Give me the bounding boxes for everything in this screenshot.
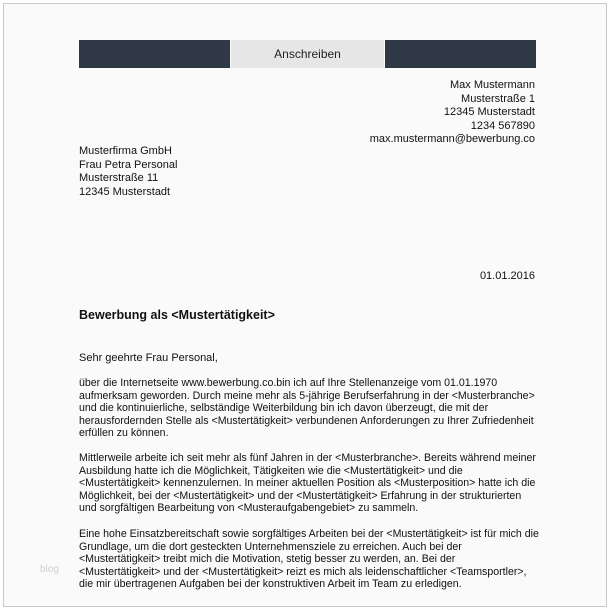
header-bar-left xyxy=(79,40,230,68)
recipient-company: Musterfirma GmbH xyxy=(79,145,172,157)
paragraph-2: Mittlerweile arbeite ich seit mehr als fünf Jahren in der <Musterbranche>. Bereits während meiner Ausbildung hatte ich die Möglichkeit, Tätigkeiten wie die <Mustertätigkeit> und die <Mustertätigkeit> kennenzulernen. In meiner aktuellen Position als <Musterposition> hatte ich die Möglichkeit, bei der <Mustertätigkeit> und der <Mustertätigkeit> Erfahrung in der strukturierten und sorgfältigen Bearbeitung von <Musteraufgabengebiet> zu sammeln. xyxy=(79,452,536,515)
recipient-city: 12345 Musterstadt xyxy=(79,185,171,198)
paragraph-3: Eine hohe Einsatzbereitschaft sowie sorgfältiges Arbeiten bei der <Mustertätigkeit> ist für mich die Grundlage, um die dort gesteckten Unternehmensziele zu erreichen. Auch bei der <Mustertätigkeit> treibt mich die Motivation, stetig besser zu werden, an. Bei der <Mustertätigkeit> und der <Mustertätigkeit> reizt es mich als leidenschaftlicher <Teamsportler>, die mir übertragenen Aufgaben bei der konstruktiven Arbeit im Team zu erledigen. xyxy=(79,528,539,591)
recipient-person: Frau Petra Personal xyxy=(79,158,178,171)
header-bar-right xyxy=(385,40,536,68)
letter-date: 01.01.2016 xyxy=(479,270,535,282)
header-tab-anschreiben: Anschreiben xyxy=(231,40,384,68)
sender-address xyxy=(370,79,535,147)
sender-phone: 1234 567890 xyxy=(470,119,535,132)
sender-email: max.mustermann@bewerbung.co xyxy=(369,133,535,145)
letter-subject: Bewerbung als <Mustertätigkeit> xyxy=(79,308,275,322)
sender-city: 12345 Musterstadt xyxy=(443,106,535,118)
watermark-text: blog xyxy=(40,564,59,575)
paragraph-1: über die Internetseite www.bewerbung.co.bin ich auf Ihre Stellenanzeige vom 01.01.1970 aufmerksam geworden. Durch meine mehr als 5-jährige Berufserfahrung in der <Musterbranche> und die kontinuierliche, selbständige Weiterbildung bin ich davon überzeugt, die mit der herausfordernden Stelle als <Mustertätigkeit> verbundenen Anforderungen zu Ihrer Zufriedenheit erfüllen zu können. xyxy=(79,377,535,440)
letter-page xyxy=(3,3,607,607)
sender-name: Max Mustermann xyxy=(450,79,535,91)
sender-street: Musterstraße 1 xyxy=(461,92,535,105)
recipient-street: Musterstraße 11 xyxy=(79,172,159,184)
salutation: Sehr geehrte Frau Personal, xyxy=(79,352,218,364)
recipient-address xyxy=(79,145,177,199)
